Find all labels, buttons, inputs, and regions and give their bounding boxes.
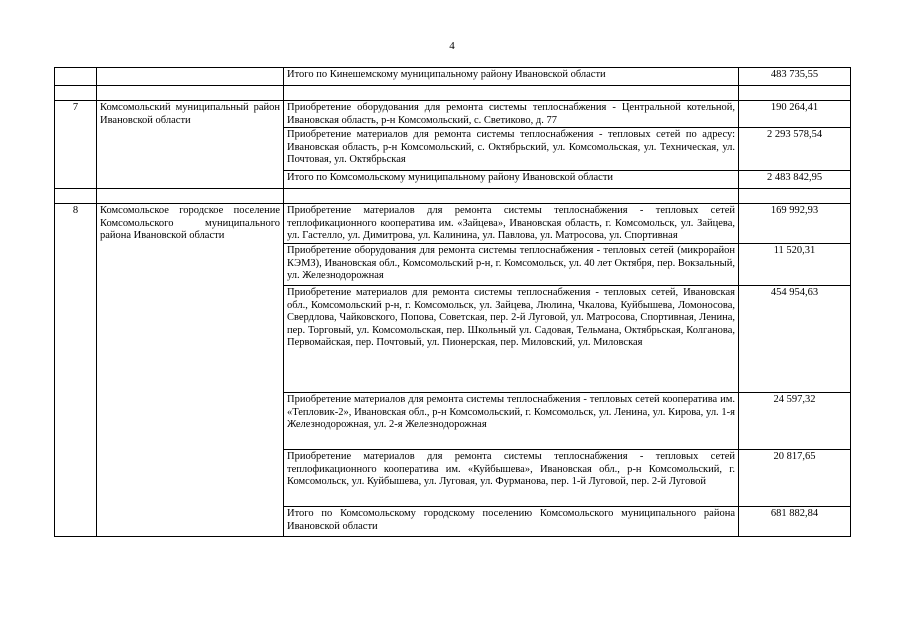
item-amount-cell: 169 992,93: [739, 204, 851, 244]
total-amount-cell: 2 483 842,95: [739, 171, 851, 189]
total-label-cell: Итого по Комсомольскому городскому поселению Комсомольского муниципального района Ивановской области: [284, 506, 739, 536]
item-amount-cell: 20 817,65: [739, 449, 851, 506]
row-number-cell: [55, 68, 97, 86]
total-amount-cell: 483 735,55: [739, 68, 851, 86]
item-description-cell: Приобретение оборудования для ремонта системы теплоснабжения - тепловых сетей (микрорайон КЭМЗ), Ивановская обл., Комсомольский р-н, г. Комсомольск, ул. 40 лет Октября, пер. Вокзальный, ул. Железнодорожная: [284, 243, 739, 285]
total-amount-cell: 681 882,84: [739, 506, 851, 536]
item-amount-cell: 190 264,41: [739, 101, 851, 128]
allocation-table: [54, 67, 851, 537]
item-amount-cell: 11 520,31: [739, 243, 851, 285]
item-amount-cell: 24 597,32: [739, 392, 851, 449]
page-number: 4: [449, 40, 455, 52]
municipality-cell: [97, 68, 284, 86]
item-amount-cell: 2 293 578,54: [739, 128, 851, 171]
municipality-cell: Комсомольское городское поселение Комсомольского муниципального района Ивановской области: [97, 204, 284, 537]
spacer-row: [55, 189, 851, 204]
municipality-cell: Комсомольский муниципальный район Ивановской области: [97, 101, 284, 189]
spacer-row: [55, 86, 851, 101]
item-description-cell: Приобретение материалов для ремонта системы теплоснабжения - тепловых сетей теплофикационного кооператива им. «Зайцева», Ивановская область, г. Комсомольск, ул. Зайцева, ул. Гастелло, ул. Димитрова, ул. Калинина, ул. Павлова, ул. Матросова, ул. Спортивная: [284, 204, 739, 244]
item-amount-cell: 454 954,63: [739, 285, 851, 392]
table-row: [55, 101, 851, 128]
table-row: [55, 204, 851, 244]
row-number-cell: 7: [55, 101, 97, 189]
item-description-cell: Приобретение материалов для ремонта системы теплоснабжения - тепловых сетей кооператива им. «Тепловик-2», Ивановская обл., р-н Комсомольский, г. Комсомольск, ул. Ленина, ул. Кирова, ул. 1-я Железнодорожная, ул. 2-я Железнодорожная: [284, 392, 739, 449]
item-description-cell: Приобретение оборудования для ремонта системы теплоснабжения - Центральной котельной, Ивановская область, р-н Комсомольский, с. Светиково, д. 77: [284, 101, 739, 128]
item-description-cell: Приобретение материалов для ремонта системы теплоснабжения - тепловых сетей по адресу: Ивановская область, р-н Комсомольский, с. Октябрьский, ул. Комсомольская, ул. Техническая, ул. Почтовая, ул. Октябрьская: [284, 128, 739, 171]
table-row: [55, 68, 851, 86]
item-description-cell: Приобретение материалов для ремонта системы теплоснабжения - тепловых сетей, Ивановская обл., Комсомольский р-н, г. Комсомольск, ул. Зайцева, Люлина, Чкалова, Куйбышева, Ломоносова, Свердлова, Чайковского, Попова, Советская, пер. 2-й Луговой, ул. Матросова, Спортивная, Ленина, пер. Торговый, ул. Комсомольская, пер. Школьный ул. Садовая, Тельмана, Октябрьская, Колганова, Первомайская, пер. Почтовый, ул. Пионерская, пер. Миловский, ул. Миловская: [284, 285, 739, 392]
total-label-cell: Итого по Кинешемскому муниципальному району Ивановской области: [284, 68, 739, 86]
total-label-cell: Итого по Комсомольскому муниципальному району Ивановской области: [284, 171, 739, 189]
row-number-cell: 8: [55, 204, 97, 537]
item-description-cell: Приобретение материалов для ремонта системы теплоснабжения - тепловых сетей теплофикационного кооператива им. «Куйбышева», Ивановская обл., р-н Комсомольский, г. Комсомольск, ул. Куйбышева, ул. Луговая, ул. Фурманова, пер. 1-й Луговой, пер. 2-й Луговой: [284, 449, 739, 506]
